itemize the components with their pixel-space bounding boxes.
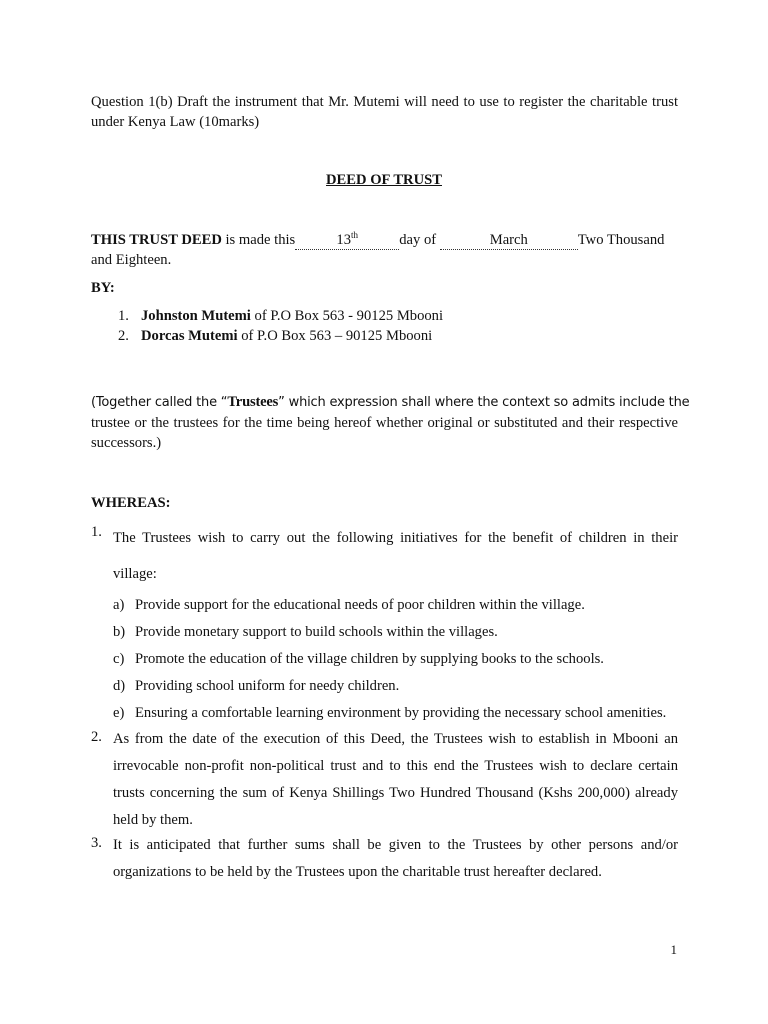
party-name: Johnston Mutemi — [141, 308, 251, 324]
recital-item — [91, 832, 678, 886]
recital-text: It is anticipated that further sums shall be given to the Trustees by other persons and/or organizations to be held by the Trustees upon the charitable trust hereafter declared. — [113, 837, 678, 880]
intro-text-1: is made this — [221, 232, 296, 248]
initiative-letter: d) — [113, 678, 126, 694]
document-title: DEED OF TRUST — [326, 172, 442, 188]
together-pre: (Together called the “ — [91, 395, 228, 410]
intro-text-2: day of — [399, 232, 440, 248]
page-number: 1 — [670, 942, 677, 957]
party-item — [118, 308, 443, 325]
intro-text-3a: Two Thousand — [577, 232, 665, 248]
day-suffix: th — [351, 230, 359, 241]
initiative-letter: a) — [113, 597, 125, 613]
initiative-item — [113, 703, 683, 723]
initiative-text: Provide support for the educational needs of poor children within the village. — [135, 597, 585, 613]
recital-text-line-2: village: — [113, 566, 157, 582]
recital-item — [91, 520, 678, 592]
initiative-text: Ensuring a comfortable learning environment by providing the necessary school amenities. — [135, 705, 667, 721]
trustees-term: Trustees — [227, 394, 279, 410]
recital-text: The Trustees wish to carry out the following initiatives for the benefit of children in their — [113, 530, 678, 546]
initiative-item — [113, 676, 683, 696]
party-number: 2. — [118, 328, 129, 344]
recital-number: 2. — [91, 729, 102, 745]
day-value: 13 — [336, 232, 352, 248]
initiative-item — [113, 622, 683, 642]
recital-item — [91, 726, 678, 834]
party-address: of P.O Box 563 – 90125 Mbooni — [237, 328, 433, 344]
question-text: Question 1(b) Draft the instrument that Mr. Mutemi will need to use to register the charitable trust under Kenya Law (10marks) — [91, 94, 678, 130]
recital-number: 3. — [91, 835, 102, 851]
initiative-letter: c) — [113, 651, 125, 667]
month-value: March — [489, 232, 528, 248]
party-item — [118, 328, 432, 345]
initiative-text: Providing school uniform for needy children. — [135, 678, 400, 694]
recital-text: As from the date of the execution of this Deed, the Trustees wish to establish in Mbooni an irrevocable non-profit non-political trust and to this end the Trustees wish to declare certain trusts concerning the sum of Kenya Shillings Two Hundred Thousand (Kshs 200,000) already held by them. — [113, 731, 678, 828]
initiative-letter: b) — [113, 624, 126, 640]
initiative-text: Promote the education of the village children by supplying books to the schools. — [135, 651, 604, 667]
initiative-text: Provide monetary support to build schools within the villages. — [135, 624, 498, 640]
together-line-1 — [91, 392, 690, 413]
party-name: Dorcas Mutemi — [141, 328, 238, 344]
day-blank — [295, 232, 399, 250]
month-blank — [440, 232, 578, 250]
intro-text-3b: and Eighteen. — [91, 252, 172, 268]
whereas-label: WHEREAS: — [91, 495, 171, 511]
together-paragraph — [91, 392, 690, 453]
party-number: 1. — [118, 308, 129, 324]
intro-paragraph — [91, 230, 678, 270]
together-rest: trustee or the trustees for the time being hereof whether original or substituted and their respective successors.) — [91, 415, 678, 451]
intro-bold-lead: THIS TRUST DEED — [91, 232, 222, 248]
recital-number: 1. — [91, 524, 102, 540]
by-label: BY: — [91, 280, 115, 296]
together-post: ” which expression shall where the context so admits include the — [278, 395, 690, 410]
party-address: of P.O Box 563 - 90125 Mbooni — [250, 308, 444, 324]
initiative-letter: e) — [113, 705, 125, 721]
initiative-item — [113, 595, 683, 615]
initiative-item — [113, 649, 683, 669]
